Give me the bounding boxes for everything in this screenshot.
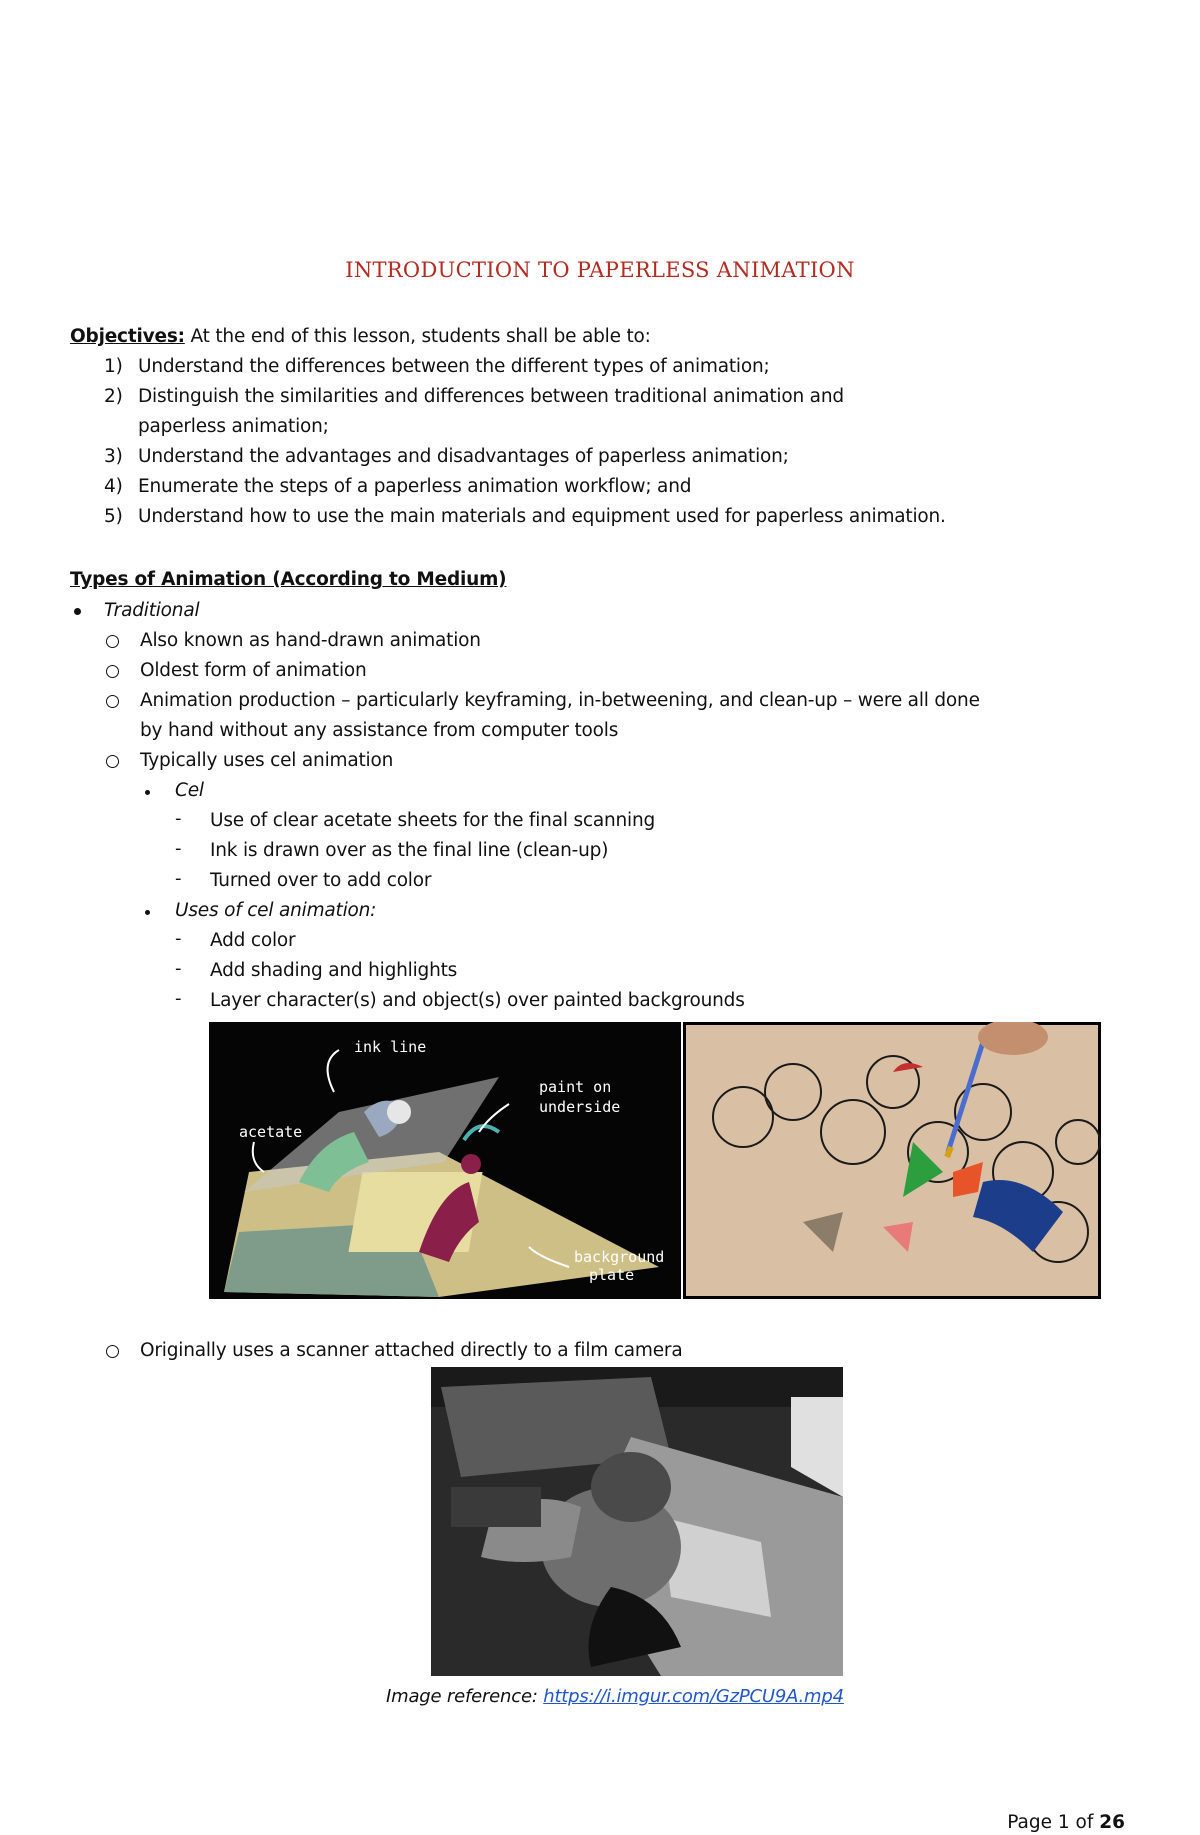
objectives-label: Objectives: bbox=[70, 326, 185, 347]
cel-layers-diagram-image bbox=[209, 1022, 681, 1299]
objective-item: paperless animation; bbox=[138, 416, 329, 437]
film-camera-scanner-photo bbox=[431, 1367, 843, 1676]
point-item-continued: by hand without any assistance from computer tools bbox=[140, 720, 619, 741]
acetate-label: acetate bbox=[239, 1123, 303, 1141]
page-footer bbox=[1007, 1812, 1125, 1833]
traditional-label: Traditional bbox=[104, 600, 200, 621]
page-title: INTRODUCTION TO PAPERLESS ANIMATION bbox=[345, 258, 855, 282]
point-item: Typically uses cel animation bbox=[140, 750, 394, 771]
circle-bullet-icon bbox=[106, 1345, 119, 1358]
objective-item: 5) Understand how to use the main materials and equipment used for paperless animation. bbox=[104, 506, 946, 527]
cel-item: Ink is drawn over as the final line (clean-up) bbox=[210, 840, 609, 861]
objectives-line bbox=[70, 322, 651, 352]
point-item: Also known as hand-drawn animation bbox=[140, 630, 481, 651]
objectives-intro: At the end of this lesson, students shall be able to: bbox=[184, 326, 651, 347]
cel-item: Turned over to add color bbox=[210, 870, 432, 891]
page-total: 26 bbox=[1099, 1812, 1125, 1833]
dash-icon: - bbox=[175, 958, 182, 979]
image-reference-link[interactable]: https://i.imgur.com/GzPCU9A.mp4 bbox=[543, 1686, 844, 1707]
cel-label: Cel bbox=[175, 780, 204, 801]
point-item: Animation production – particularly keyframing, in-betweening, and clean-up – were all done bbox=[140, 690, 980, 711]
point-item: Originally uses a scanner attached directly to a film camera bbox=[140, 1340, 683, 1361]
point-item: Oldest form of animation bbox=[140, 660, 367, 681]
small-bullet-icon bbox=[145, 790, 150, 795]
uses-item: Add color bbox=[210, 930, 296, 951]
dash-icon: - bbox=[175, 808, 182, 829]
plate-label: plate bbox=[589, 1266, 635, 1284]
dash-icon: - bbox=[175, 988, 182, 1009]
uses-item: Add shading and highlights bbox=[210, 960, 458, 981]
types-heading: Types of Animation (According to Medium) bbox=[70, 569, 507, 590]
small-bullet-icon bbox=[145, 910, 150, 915]
underside-label: underside bbox=[539, 1098, 621, 1116]
painting-cels-illustration bbox=[683, 1022, 1101, 1299]
page-number-prefix: Page 1 of bbox=[1007, 1812, 1100, 1833]
objective-item: 3) Understand the advantages and disadvantages of paperless animation; bbox=[104, 446, 789, 467]
circle-bullet-icon bbox=[106, 755, 119, 768]
scanner-illustration bbox=[431, 1367, 843, 1676]
painting-cels-photo bbox=[683, 1022, 1101, 1299]
objective-item: 1) Understand the differences between the different types of animation; bbox=[104, 356, 770, 377]
image-reference-label: Image reference: bbox=[386, 1686, 544, 1707]
paint-label: paint on bbox=[539, 1078, 612, 1096]
cel-item: Use of clear acetate sheets for the final scanning bbox=[210, 810, 656, 831]
uses-item: Layer character(s) and object(s) over painted backgrounds bbox=[210, 990, 745, 1011]
background-label: background bbox=[574, 1248, 665, 1266]
objective-item: 4) Enumerate the steps of a paperless animation workflow; and bbox=[104, 476, 692, 497]
dash-icon: - bbox=[175, 838, 182, 859]
uses-label: Uses of cel animation: bbox=[175, 900, 377, 921]
ink-line-label: ink line bbox=[354, 1038, 427, 1056]
dash-icon: - bbox=[175, 928, 182, 949]
bullet-icon bbox=[74, 608, 81, 615]
circle-bullet-icon bbox=[106, 635, 119, 648]
cel-diagram-illustration bbox=[209, 1022, 681, 1299]
circle-bullet-icon bbox=[106, 695, 119, 708]
dash-icon: - bbox=[175, 868, 182, 889]
image-reference bbox=[386, 1682, 844, 1712]
objective-item: 2) Distinguish the similarities and differences between traditional animation and bbox=[104, 386, 844, 407]
circle-bullet-icon bbox=[106, 665, 119, 678]
